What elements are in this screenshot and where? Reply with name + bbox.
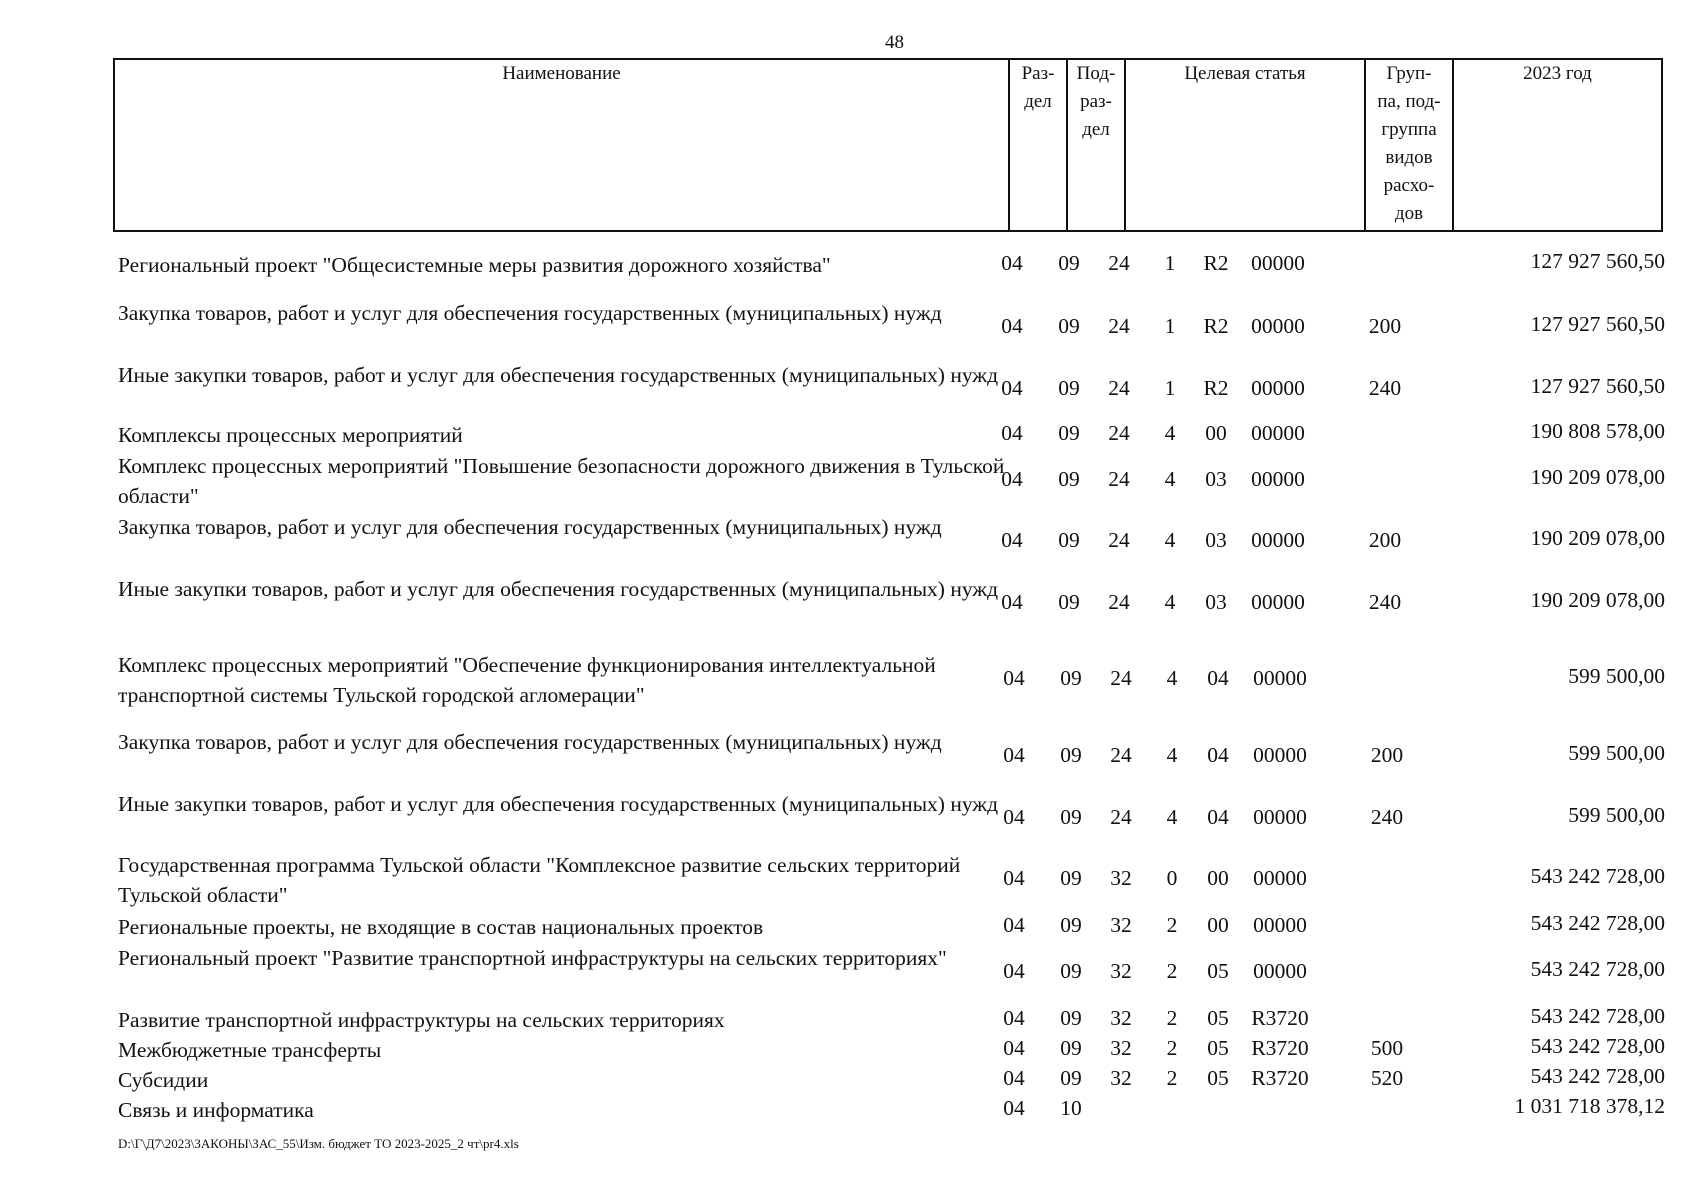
cell-c1: 24 xyxy=(1108,376,1130,400)
header-line: группа xyxy=(1381,119,1437,140)
cell-r: 04 xyxy=(1003,866,1025,890)
header-line: видов xyxy=(1385,147,1433,168)
cell-r: 04 xyxy=(1003,805,1025,829)
cell-grp: 200 xyxy=(1370,743,1404,767)
table-row xyxy=(0,1095,1697,1125)
cell-c2: 1 xyxy=(1164,376,1176,400)
header-line: Под- xyxy=(1076,63,1116,84)
cell-c3: 05 xyxy=(1207,1006,1229,1030)
cell-c2: 0 xyxy=(1166,866,1178,890)
table-row xyxy=(0,420,1697,450)
cell-r: 04 xyxy=(1003,666,1025,690)
table-row xyxy=(0,943,1697,1003)
header-group xyxy=(1366,60,1452,228)
cell-c1: 24 xyxy=(1110,666,1132,690)
cell-pr: 09 xyxy=(1058,376,1080,400)
page-number: 48 xyxy=(885,32,904,53)
cell-r: 04 xyxy=(1001,251,1023,275)
header-podrazdel xyxy=(1068,60,1124,144)
cell-c3: 04 xyxy=(1207,666,1229,690)
row-amount: 127 927 560,50 xyxy=(1530,249,1665,273)
cell-c3: 00 xyxy=(1205,421,1227,445)
cell-c3: 03 xyxy=(1205,467,1227,491)
row-amount: 190 209 078,00 xyxy=(1530,465,1665,489)
table-row xyxy=(0,1035,1697,1065)
cell-c1: 24 xyxy=(1108,314,1130,338)
row-name: Государственная программа Тульской области "Комплексное развитие сельских территорий Тульской области" xyxy=(118,853,961,907)
cell-c1: 24 xyxy=(1108,528,1130,552)
row-name: Комплексы процессных мероприятий xyxy=(118,423,463,447)
header-line: расхо- xyxy=(1383,175,1435,196)
cell-pr: 09 xyxy=(1058,528,1080,552)
header-razdel xyxy=(1010,60,1066,116)
cell-pr: 09 xyxy=(1060,666,1082,690)
cell-c1: 24 xyxy=(1108,590,1130,614)
cell-c3: 05 xyxy=(1207,1066,1229,1090)
row-amount: 127 927 560,50 xyxy=(1530,374,1665,398)
cell-r: 04 xyxy=(1001,314,1023,338)
cell-c4: R3720 xyxy=(1251,1066,1309,1090)
header-line: дел xyxy=(1082,119,1110,140)
cell-r: 04 xyxy=(1003,1096,1025,1120)
row-name: Связь и информатика xyxy=(118,1098,314,1122)
table-row xyxy=(0,789,1697,849)
row-amount: 190 209 078,00 xyxy=(1530,526,1665,550)
cell-c3: R2 xyxy=(1203,314,1229,338)
table-row xyxy=(0,298,1697,358)
cell-c3: 05 xyxy=(1207,959,1229,983)
cell-c4: 00000 xyxy=(1251,590,1305,614)
cell-c1: 32 xyxy=(1110,1066,1132,1090)
row-amount: 599 500,00 xyxy=(1568,664,1665,688)
cell-grp: 240 xyxy=(1368,590,1402,614)
row-amount: 190 209 078,00 xyxy=(1530,588,1665,612)
cell-c1: 24 xyxy=(1108,421,1130,445)
cell-r: 04 xyxy=(1003,1066,1025,1090)
row-name: Межбюджетные трансферты xyxy=(118,1038,382,1062)
row-amount: 599 500,00 xyxy=(1568,741,1665,765)
row-name: Региональный проект "Развитие транспортной инфраструктуры на сельских территориях" xyxy=(118,946,947,970)
cell-c3: 00 xyxy=(1207,866,1229,890)
cell-c4: 00000 xyxy=(1253,959,1307,983)
table-row xyxy=(0,360,1697,420)
cell-c1: 32 xyxy=(1110,913,1132,937)
row-name: Комплекс процессных мероприятий "Повышение безопасности дорожного движения в Тульской области" xyxy=(118,454,1005,508)
cell-pr: 09 xyxy=(1060,743,1082,767)
cell-r: 04 xyxy=(1001,376,1023,400)
cell-c4: R3720 xyxy=(1251,1036,1309,1060)
cell-c4: 00000 xyxy=(1251,528,1305,552)
cell-grp: 200 xyxy=(1368,528,1402,552)
cell-c2: 4 xyxy=(1164,528,1176,552)
row-amount: 190 808 578,00 xyxy=(1530,419,1665,443)
table-row xyxy=(0,850,1697,910)
cell-pr: 10 xyxy=(1060,1096,1082,1120)
cell-pr: 09 xyxy=(1058,314,1080,338)
cell-c4: 00000 xyxy=(1251,251,1305,275)
header-line: дел xyxy=(1024,91,1052,112)
cell-c3: 05 xyxy=(1207,1036,1229,1060)
cell-c4: 00000 xyxy=(1253,866,1307,890)
cell-c1: 24 xyxy=(1110,743,1132,767)
table-row xyxy=(0,250,1697,280)
cell-pr: 09 xyxy=(1058,467,1080,491)
row-amount: 543 242 728,00 xyxy=(1530,1064,1665,1088)
header-line: дов xyxy=(1394,203,1424,224)
row-amount: 1 031 718 378,12 xyxy=(1514,1094,1665,1118)
row-name: Субсидии xyxy=(118,1068,209,1092)
cell-c4: 00000 xyxy=(1251,467,1305,491)
header-line: раз- xyxy=(1080,91,1112,112)
table-row xyxy=(0,727,1697,787)
cell-c2: 2 xyxy=(1166,913,1178,937)
row-amount: 599 500,00 xyxy=(1568,803,1665,827)
cell-c2: 2 xyxy=(1166,959,1178,983)
header-target: Целевая статья xyxy=(1184,63,1306,84)
row-name: Закупка товаров, работ и услуг для обеспечения государственных (муниципальных) нужд xyxy=(118,301,942,325)
cell-c2: 4 xyxy=(1166,743,1178,767)
cell-pr: 09 xyxy=(1060,959,1082,983)
cell-pr: 09 xyxy=(1058,251,1080,275)
row-amount: 543 242 728,00 xyxy=(1530,911,1665,935)
cell-c3: 03 xyxy=(1205,590,1227,614)
cell-pr: 09 xyxy=(1060,1036,1082,1060)
cell-c4: 00000 xyxy=(1251,421,1305,445)
row-name: Иные закупки товаров, работ и услуг для обеспечения государственных (муниципальных) нужд xyxy=(118,363,999,387)
cell-r: 04 xyxy=(1001,421,1023,445)
header-name: Наименование xyxy=(502,63,621,84)
cell-c4: 00000 xyxy=(1251,314,1305,338)
cell-c1: 32 xyxy=(1110,959,1132,983)
cell-c2: 1 xyxy=(1164,251,1176,275)
table-row xyxy=(0,1065,1697,1095)
cell-r: 04 xyxy=(1003,1036,1025,1060)
row-amount: 543 242 728,00 xyxy=(1530,864,1665,888)
table-row xyxy=(0,1005,1697,1035)
cell-c3: 04 xyxy=(1207,743,1229,767)
cell-c2: 4 xyxy=(1166,666,1178,690)
row-amount: 543 242 728,00 xyxy=(1530,1034,1665,1058)
cell-c2: 4 xyxy=(1164,467,1176,491)
table-header xyxy=(113,58,1663,232)
row-amount: 127 927 560,50 xyxy=(1530,312,1665,336)
row-amount: 543 242 728,00 xyxy=(1530,1004,1665,1028)
row-name: Региональные проекты, не входящие в состав национальных проектов xyxy=(118,915,764,939)
cell-pr: 09 xyxy=(1060,1006,1082,1030)
cell-c4: 00000 xyxy=(1253,913,1307,937)
row-name: Комплекс процессных мероприятий "Обеспечение функционирования интеллектуальной транспортной системы Тульской городской агломерации" xyxy=(118,653,936,707)
cell-grp: 240 xyxy=(1370,805,1404,829)
table-row xyxy=(0,451,1697,511)
header-line: па, под- xyxy=(1377,91,1441,112)
cell-c3: 00 xyxy=(1207,913,1229,937)
table-row xyxy=(0,650,1697,710)
header-year: 2023 год xyxy=(1523,63,1592,84)
cell-r: 04 xyxy=(1003,743,1025,767)
row-name: Развитие транспортной инфраструктуры на сельских территориях xyxy=(118,1008,725,1032)
cell-c4: 00000 xyxy=(1253,666,1307,690)
cell-c2: 4 xyxy=(1164,590,1176,614)
cell-c2: 4 xyxy=(1166,805,1178,829)
row-name: Региональный проект "Общесистемные меры развития дорожного хозяйства" xyxy=(118,253,831,277)
cell-c1: 32 xyxy=(1110,1006,1132,1030)
cell-c3: R2 xyxy=(1203,376,1229,400)
cell-c2: 1 xyxy=(1164,314,1176,338)
cell-r: 04 xyxy=(1003,913,1025,937)
cell-grp: 240 xyxy=(1368,376,1402,400)
table-row xyxy=(0,512,1697,572)
row-name: Иные закупки товаров, работ и услуг для обеспечения государственных (муниципальных) нужд xyxy=(118,577,999,601)
header-line: Раз- xyxy=(1021,63,1055,84)
cell-c4: 00000 xyxy=(1253,805,1307,829)
cell-grp: 500 xyxy=(1370,1036,1404,1060)
row-name: Закупка товаров, работ и услуг для обеспечения государственных (муниципальных) нужд xyxy=(118,515,942,539)
table-row xyxy=(0,574,1697,634)
cell-c1: 24 xyxy=(1110,805,1132,829)
cell-r: 04 xyxy=(1003,1006,1025,1030)
cell-c4: R3720 xyxy=(1251,1006,1309,1030)
cell-c2: 2 xyxy=(1166,1006,1178,1030)
footer-file-path: D:\Г\Д7\2023\ЗАКОНЫ\ЗАС_55\Изм. бюджет ТО 2023-2025_2 чт\pr4.xls xyxy=(118,1136,519,1151)
row-name: Иные закупки товаров, работ и услуг для обеспечения государственных (муниципальных) нужд xyxy=(118,792,999,816)
cell-c3: R2 xyxy=(1203,251,1229,275)
cell-pr: 09 xyxy=(1058,421,1080,445)
cell-pr: 09 xyxy=(1060,1066,1082,1090)
row-name: Закупка товаров, работ и услуг для обеспечения государственных (муниципальных) нужд xyxy=(118,730,942,754)
cell-grp: 200 xyxy=(1368,314,1402,338)
cell-grp: 520 xyxy=(1370,1066,1404,1090)
cell-c1: 32 xyxy=(1110,866,1132,890)
cell-r: 04 xyxy=(1003,959,1025,983)
cell-pr: 09 xyxy=(1060,866,1082,890)
cell-c3: 04 xyxy=(1207,805,1229,829)
cell-c1: 32 xyxy=(1110,1036,1132,1060)
cell-r: 04 xyxy=(1001,528,1023,552)
cell-c2: 2 xyxy=(1166,1066,1178,1090)
table-row xyxy=(0,912,1697,942)
header-line: Груп- xyxy=(1386,63,1432,84)
cell-c1: 24 xyxy=(1108,467,1130,491)
cell-pr: 09 xyxy=(1060,913,1082,937)
cell-c3: 03 xyxy=(1205,528,1227,552)
cell-pr: 09 xyxy=(1058,590,1080,614)
cell-r: 04 xyxy=(1001,467,1023,491)
row-amount: 543 242 728,00 xyxy=(1530,957,1665,981)
cell-c2: 2 xyxy=(1166,1036,1178,1060)
cell-c2: 4 xyxy=(1164,421,1176,445)
cell-c1: 24 xyxy=(1108,251,1130,275)
cell-c4: 00000 xyxy=(1251,376,1305,400)
cell-pr: 09 xyxy=(1060,805,1082,829)
cell-c4: 00000 xyxy=(1253,743,1307,767)
cell-r: 04 xyxy=(1001,590,1023,614)
